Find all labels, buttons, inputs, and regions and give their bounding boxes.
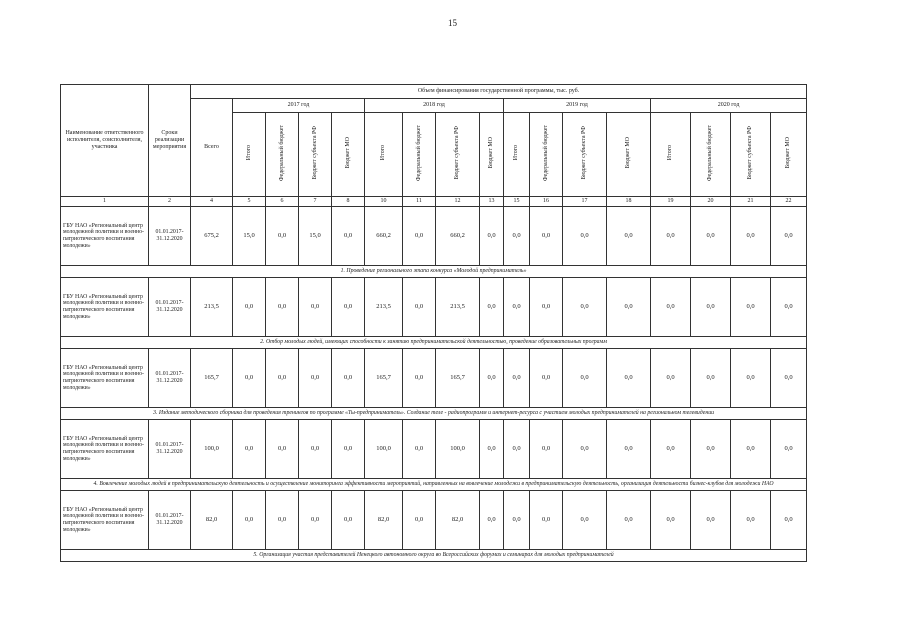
period-cell: 01.01.2017-31.12.2020 (149, 420, 191, 479)
subheader-label: Бюджет МО (488, 137, 495, 169)
subheader-cell (691, 113, 731, 197)
org-cell: ГБУ НАО «Региональный центр молодежной политики и военно-патриотического воспитания молодежи» (61, 207, 149, 266)
value-cell: 100,0 (191, 420, 233, 479)
value-cell: 0,0 (299, 349, 332, 408)
subheader-cell (299, 113, 332, 197)
value-cell: 0,0 (403, 349, 436, 408)
value-cell: 82,0 (436, 491, 480, 550)
subheader-cell (530, 113, 563, 197)
value-cell: 0,0 (332, 349, 365, 408)
value-cell: 0,0 (530, 207, 563, 266)
value-cell: 0,0 (651, 278, 691, 337)
table-row (61, 278, 807, 337)
column-number: 15 (504, 197, 530, 207)
column-number: 7 (299, 197, 332, 207)
value-cell: 0,0 (691, 491, 731, 550)
value-cell: 0,0 (771, 491, 807, 550)
value-cell: 0,0 (607, 207, 651, 266)
value-cell: 0,0 (563, 278, 607, 337)
subheader-cell (607, 113, 651, 197)
value-cell: 0,0 (530, 278, 563, 337)
value-cell: 660,2 (365, 207, 403, 266)
table-body (61, 207, 807, 562)
header-period: Сроки реализации мероприятия (149, 85, 191, 197)
column-number: 22 (771, 197, 807, 207)
subheader-cell (403, 113, 436, 197)
value-cell: 213,5 (191, 278, 233, 337)
subheader-cell (365, 113, 403, 197)
value-cell: 0,0 (403, 207, 436, 266)
header-financing: Объем финансирования государственной программы, тыс. руб. (191, 85, 807, 99)
value-cell: 0,0 (731, 349, 771, 408)
value-cell: 165,7 (191, 349, 233, 408)
value-cell: 0,0 (771, 420, 807, 479)
org-cell: ГБУ НАО «Региональный центр молодежной политики и военно-патриотического воспитания молодежи» (61, 349, 149, 408)
subheader-label: Итого (380, 145, 387, 161)
value-cell: 0,0 (530, 420, 563, 479)
column-number: 8 (332, 197, 365, 207)
subheader-label: Бюджет МО (625, 137, 632, 169)
value-cell: 0,0 (480, 420, 504, 479)
note-row (61, 408, 807, 420)
value-cell: 0,0 (563, 349, 607, 408)
subheader-cell (266, 113, 299, 197)
column-number: 1 (61, 197, 149, 207)
value-cell: 213,5 (365, 278, 403, 337)
value-cell: 0,0 (266, 349, 299, 408)
org-cell: ГБУ НАО «Региональный центр молодежной политики и военно-патриотического воспитания молодежи» (61, 491, 149, 550)
value-cell: 15,0 (299, 207, 332, 266)
subheader-label: Итого (245, 145, 252, 161)
subheader-label: Итого (667, 145, 674, 161)
subheader-label: Бюджет субъекта РФ (454, 126, 461, 180)
column-number: 17 (563, 197, 607, 207)
header-year-2019: 2019 год (504, 99, 651, 113)
value-cell: 0,0 (504, 420, 530, 479)
subheader-label: Федеральный бюджет (415, 125, 422, 182)
value-cell: 0,0 (504, 207, 530, 266)
value-cell: 165,7 (436, 349, 480, 408)
header-org: Наименование ответственного исполнителя, соисполнителя, участника (61, 85, 149, 197)
value-cell: 0,0 (504, 349, 530, 408)
column-number: 6 (266, 197, 299, 207)
subheader-cell (233, 113, 266, 197)
period-cell: 01.01.2017-31.12.2020 (149, 278, 191, 337)
subheader-label: Бюджет субъекта РФ (581, 126, 588, 180)
subheader-cell (332, 113, 365, 197)
column-number: 11 (403, 197, 436, 207)
value-cell: 0,0 (691, 278, 731, 337)
note-cell: 5. Организация участия представителей Ненецкого автономного округа во Всероссийских форумах и семинарах для молодых предпринимателей (61, 550, 807, 562)
value-cell: 0,0 (233, 349, 266, 408)
org-cell: ГБУ НАО «Региональный центр молодежной политики и военно-патриотического воспитания молодежи» (61, 278, 149, 337)
subheader-label: Бюджет МО (344, 137, 351, 169)
value-cell: 0,0 (691, 420, 731, 479)
value-cell: 0,0 (403, 420, 436, 479)
column-number-row (61, 197, 807, 207)
page-number: 15 (448, 18, 457, 28)
header-year-2017: 2017 год (233, 99, 365, 113)
subheader-cell (731, 113, 771, 197)
value-cell: 660,2 (436, 207, 480, 266)
subheader-label: Итого (513, 145, 520, 161)
value-cell: 0,0 (332, 278, 365, 337)
value-cell: 0,0 (651, 491, 691, 550)
value-cell: 82,0 (191, 491, 233, 550)
value-cell: 100,0 (365, 420, 403, 479)
value-cell: 0,0 (563, 420, 607, 479)
table-row (61, 349, 807, 408)
subheader-label: Бюджет МО (785, 137, 792, 169)
note-cell: 4. Вовлечение молодых людей в предпринимательскую деятельность и осуществление мониторинга эффективности мероприятий, направленных на вовлечение молодежи в предпринимательскую деятельность, организация деятельности бизнес-клубов для молодежи НАО (61, 479, 807, 491)
value-cell: 0,0 (563, 491, 607, 550)
value-cell: 0,0 (403, 278, 436, 337)
value-cell: 0,0 (403, 491, 436, 550)
period-cell: 01.01.2017-31.12.2020 (149, 207, 191, 266)
period-cell: 01.01.2017-31.12.2020 (149, 491, 191, 550)
table-row (61, 207, 807, 266)
org-cell: ГБУ НАО «Региональный центр молодежной политики и военно-патриотического воспитания молодежи» (61, 420, 149, 479)
value-cell: 0,0 (266, 207, 299, 266)
value-cell: 0,0 (299, 420, 332, 479)
note-row (61, 337, 807, 349)
value-cell: 0,0 (480, 491, 504, 550)
value-cell: 100,0 (436, 420, 480, 479)
value-cell: 0,0 (691, 207, 731, 266)
value-cell: 0,0 (691, 349, 731, 408)
value-cell: 0,0 (266, 278, 299, 337)
value-cell: 0,0 (480, 349, 504, 408)
value-cell: 0,0 (651, 207, 691, 266)
subheader-label: Федеральный бюджет (278, 125, 285, 182)
column-number: 21 (731, 197, 771, 207)
value-cell: 0,0 (771, 278, 807, 337)
value-cell: 0,0 (332, 491, 365, 550)
value-cell: 0,0 (607, 420, 651, 479)
subheader-cell (651, 113, 691, 197)
value-cell: 0,0 (299, 491, 332, 550)
value-cell: 0,0 (266, 491, 299, 550)
subheader-label: Бюджет субъекта РФ (747, 126, 754, 180)
value-cell: 0,0 (651, 349, 691, 408)
value-cell: 0,0 (480, 278, 504, 337)
subheader-cell (436, 113, 480, 197)
subheader-cell (480, 113, 504, 197)
table-head (61, 85, 807, 207)
note-cell: 2. Отбор молодых людей, имеющих способности к занятию предпринимательской деятельностью, проведение образовательных программ (61, 337, 807, 349)
value-cell: 0,0 (607, 349, 651, 408)
value-cell: 0,0 (607, 278, 651, 337)
header-year-2020: 2020 год (651, 99, 807, 113)
column-number: 4 (191, 197, 233, 207)
column-number: 13 (480, 197, 504, 207)
value-cell: 0,0 (233, 278, 266, 337)
header-year-2018: 2018 год (365, 99, 504, 113)
column-number: 16 (530, 197, 563, 207)
value-cell: 0,0 (332, 420, 365, 479)
value-cell: 165,7 (365, 349, 403, 408)
note-row (61, 266, 807, 278)
subheader-label: Бюджет субъекта РФ (311, 126, 318, 180)
value-cell: 0,0 (299, 278, 332, 337)
value-cell: 0,0 (771, 207, 807, 266)
subheader-label: Федеральный бюджет (707, 125, 714, 182)
value-cell: 82,0 (365, 491, 403, 550)
subheader-label: Федеральный бюджет (542, 125, 549, 182)
column-number: 2 (149, 197, 191, 207)
value-cell: 0,0 (504, 491, 530, 550)
note-row (61, 479, 807, 491)
value-cell: 0,0 (731, 278, 771, 337)
value-cell: 0,0 (266, 420, 299, 479)
column-number: 5 (233, 197, 266, 207)
column-number: 10 (365, 197, 403, 207)
value-cell: 0,0 (607, 491, 651, 550)
column-number: 20 (691, 197, 731, 207)
column-number: 19 (651, 197, 691, 207)
value-cell: 0,0 (731, 420, 771, 479)
period-cell: 01.01.2017-31.12.2020 (149, 349, 191, 408)
value-cell: 15,0 (233, 207, 266, 266)
value-cell: 0,0 (731, 491, 771, 550)
note-row (61, 550, 807, 562)
note-cell: 3. Издание методического сборника для проведения тренингов по программе «Ты-предприниматель». Создание теле - радиопрограмм и интернет-ресурса с участием молодых предпринимателей на региональном телевидении (61, 408, 807, 420)
value-cell: 0,0 (233, 420, 266, 479)
value-cell: 0,0 (530, 491, 563, 550)
financing-table (60, 84, 807, 562)
table-row (61, 420, 807, 479)
value-cell: 675,2 (191, 207, 233, 266)
value-cell: 0,0 (332, 207, 365, 266)
value-cell: 0,0 (731, 207, 771, 266)
value-cell: 0,0 (480, 207, 504, 266)
value-cell: 213,5 (436, 278, 480, 337)
value-cell: 0,0 (530, 349, 563, 408)
value-cell: 0,0 (504, 278, 530, 337)
header-total: Всего (191, 99, 233, 197)
column-number: 12 (436, 197, 480, 207)
value-cell: 0,0 (233, 491, 266, 550)
table-row (61, 491, 807, 550)
value-cell: 0,0 (651, 420, 691, 479)
value-cell: 0,0 (563, 207, 607, 266)
value-cell: 0,0 (771, 349, 807, 408)
subheader-cell (504, 113, 530, 197)
subheader-cell (563, 113, 607, 197)
subheader-cell (771, 113, 807, 197)
column-number: 18 (607, 197, 651, 207)
note-cell: 1. Проведение регионального этапа конкурса «Молодой предприниматель» (61, 266, 807, 278)
